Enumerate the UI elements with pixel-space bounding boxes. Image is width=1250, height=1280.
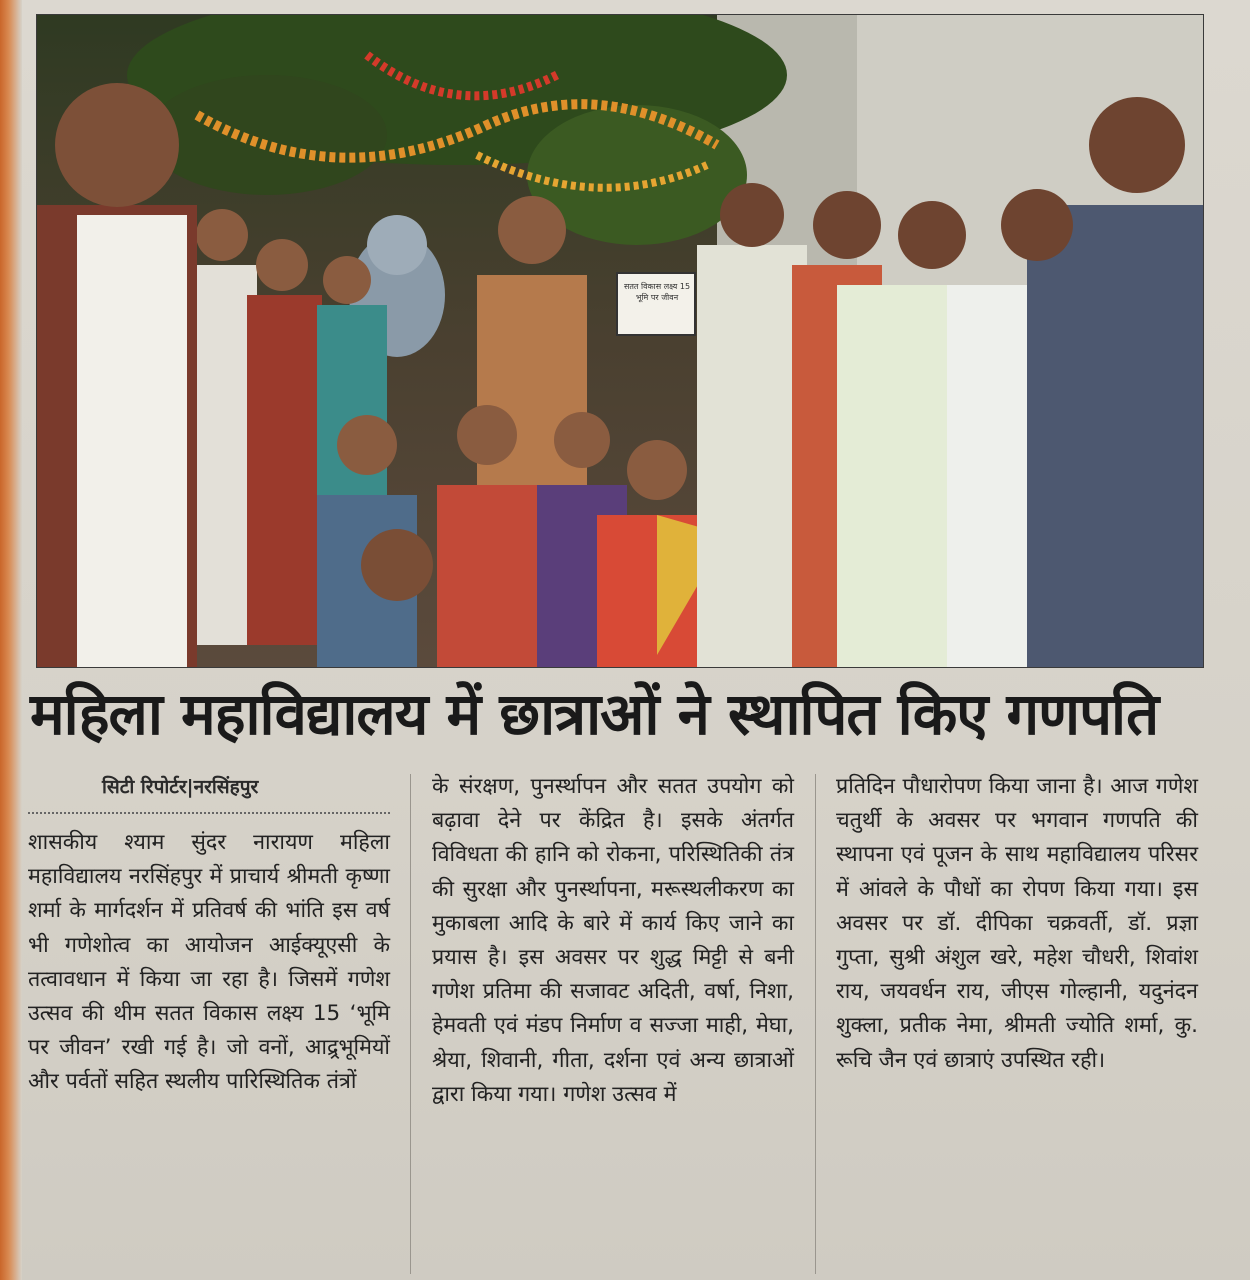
column-text: शासकीय श्याम सुंदर नारायण महिला महाविद्यालय नरसिंहपुर में प्राचार्य श्रीमती कृष्णा शर्मा के मार्गदर्शन में प्रतिवर्ष की भांति इस वर्ष भी गणेशोत्व का आयोजन आईक्यूएसी के तत्वावधान में किया जा रहा है। जिसमें गणेश उत्सव की थीम सतत विकास लक्ष्य 15 ‘भूमि पर जीवन’ रखी गई है। जो वनों, आद्र्रभूमियों और पर्वतों सहित स्थलीय पारिस्थितिक तंत्रों [28, 830, 390, 1095]
page-edge [0, 0, 22, 1280]
byline-rule [28, 812, 390, 814]
news-photo [36, 14, 1204, 668]
column-text: प्रतिदिन पौधारोपण किया जाना है। आज गणेश चतुर्थी के अवसर पर भगवान गणपति की स्थापना एवं पूजन के साथ महाविद्यालय परिसर में आंवले के पौधों का रोपण किया गया। इस अवसर पर डॉ. दीपिका चक्रवर्ती, डॉ. प्रज्ञा गुप्ता, सुश्री अंशुल खरे, महेश चौधरी, शिवांश राय, जयवर्धन राय, जीएस गोल्हानी, यदुनंदन शुक्ला, प्रतीक नेमा, श्रीमती ज्योति शर्मा, कु. रूचि जैन एवं छात्राएं उपस्थित रही। [836, 774, 1198, 1073]
article-column-2 [432, 770, 794, 1112]
article-column-3 [836, 770, 1198, 1078]
byline: सिटी रिपोर्टर|नरसिंहपुर [102, 776, 259, 798]
article-column-1 [28, 770, 390, 1100]
column-divider [815, 774, 816, 1274]
sign-text: सतत विकास लक्ष्य 15 भूमि पर जीवन [623, 282, 691, 302]
headline: महिला महाविद्यालय में छात्राओं ने स्थापित किए गणपति [30, 680, 1159, 748]
column-divider [410, 774, 411, 1274]
column-text: के संरक्षण, पुनर्स्थापन और सतत उपयोग को बढ़ावा देने पर केंद्रित है। इसके अंतर्गत विविधता की हानि को रोकना, परिस्थितिकी तंत्र की सुरक्षा और पुनर्स्थापना, मरूस्थलीकरण का मुकाबला आदि के बारे में कार्य किए जाने का प्रयास है। इस अवसर पर शुद्ध मिट्टी से बनी गणेश प्रतिमा की सजावट अदिती, वर्षा, निशा, हेमवती एवं मंडप निर्माण व सज्जा माही, मेघा, श्रेया, शिवानी, गीता, दर्शना एवं अन्य छात्राओं द्वारा किया गया। गणेश उत्सव में [432, 774, 794, 1107]
group-photo-illustration [37, 15, 1203, 667]
